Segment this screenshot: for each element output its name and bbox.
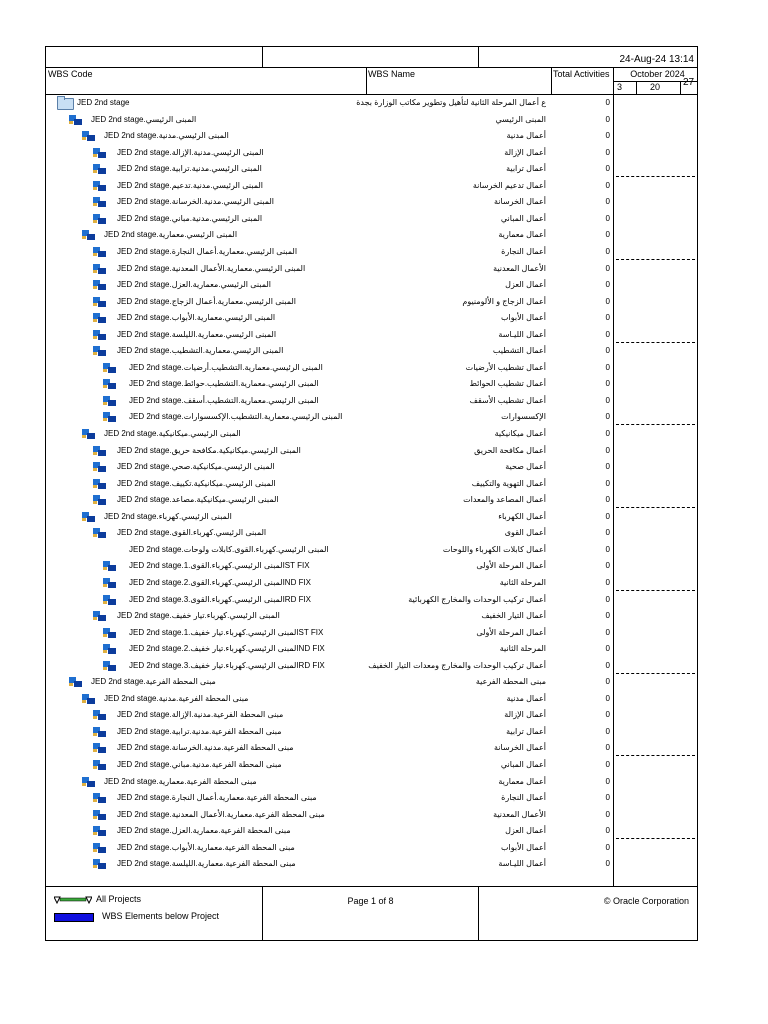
total-activities-cell: 0 <box>605 594 610 604</box>
table-row[interactable] <box>46 112 697 129</box>
wbs-node-icon <box>93 164 106 174</box>
wbs-name-cell: أعمال كابلات الكهرباء واللوحات <box>442 544 546 554</box>
wbs-name-cell: أعمال مكافحة الحريق <box>474 445 546 455</box>
wbs-node-icon <box>103 363 116 373</box>
table-row[interactable] <box>46 592 697 609</box>
page-number: Page 1 of 8 <box>347 896 394 906</box>
total-activities-cell: 0 <box>605 743 610 753</box>
total-activities-cell: 0 <box>605 462 610 472</box>
wbs-name-cell: أعمال المباني <box>500 760 546 769</box>
wbs-node-icon <box>93 826 106 836</box>
total-activities-cell: 0 <box>605 296 610 306</box>
wbs-node-icon <box>103 561 116 571</box>
table-row[interactable] <box>46 525 697 542</box>
total-activities-cell: 0 <box>605 131 610 141</box>
wbs-code-cell: JED 2nd stage.المبنى الرئيسي.مدنية.الخرسانة <box>117 197 274 207</box>
wbs-node-icon <box>93 330 106 340</box>
wbs-node-icon <box>93 446 106 456</box>
wbs-node-icon <box>69 677 82 687</box>
wbs-name-cell: أعمال الكهرباء <box>498 511 546 521</box>
wbs-name-cell: أعمال مدنية <box>506 693 546 703</box>
wbs-code-cell: JED 2nd stage.المبنى الرئيسي.معمارية.أعمال الزجاج <box>117 296 296 306</box>
table-row[interactable] <box>46 211 697 228</box>
wbs-name-cell: أعمال التيار الخفيف <box>481 611 546 621</box>
project-folder-icon <box>57 98 74 110</box>
total-activities-cell: 0 <box>605 379 610 389</box>
total-activities-cell: 0 <box>605 577 610 587</box>
total-activities-cell: 0 <box>605 528 610 538</box>
table-row[interactable] <box>46 492 697 509</box>
wbs-node-icon <box>82 512 95 522</box>
wbs-code-header: WBS Code <box>48 69 93 79</box>
table-row[interactable] <box>46 343 697 360</box>
report-page <box>45 46 698 941</box>
wbs-code-cell: JED 2nd stage.المبنى الرئيسي.معمارية.الأعمال المعدنية <box>117 263 306 273</box>
wbs-node-icon <box>93 793 106 803</box>
wbs-name-cell: أعمال صحية <box>505 462 546 472</box>
table-row[interactable] <box>46 658 697 675</box>
wbs-name-cell: أعمال الإزالة <box>504 147 546 157</box>
wbs-code-cell: JED 2nd stage.مبنى المحطة الفرعية.معمارية.أعمال النجارة <box>117 793 317 803</box>
wbs-name-cell: أعمال تشطيب الحوائط <box>469 379 546 389</box>
wbs-code-cell: JED 2nd stage.المبنى الرئيسي.معمارية.التشطيب.أرضيات <box>129 362 323 372</box>
total-activities-cell: 0 <box>605 147 610 157</box>
wbs-code-cell: JED 2nd stage.المبنى الرئيسي.كهرباء.القوى.2ND FIX <box>129 577 312 587</box>
wbs-name-cell: المرحلة الثانية <box>499 577 546 587</box>
legend-wbs-elements-label: WBS Elements below Project <box>102 911 220 921</box>
header-blank-cell-2 <box>263 47 479 67</box>
column-divider <box>551 68 552 94</box>
wbs-node-icon <box>82 230 95 240</box>
wbs-node-icon <box>93 479 106 489</box>
wbs-node-icon <box>93 859 106 869</box>
column-header-row <box>46 68 697 95</box>
total-activities-cell: 0 <box>605 627 610 637</box>
wbs-code-cell: JED 2nd stage.المبنى الرئيسي.مدنية.ترابية <box>117 164 262 174</box>
wbs-node-icon <box>93 710 106 720</box>
table-row[interactable] <box>46 443 697 460</box>
wbs-code-cell: JED 2nd stage.المبنى الرئيسي.كهرباء.القوى <box>117 528 267 538</box>
wbs-code-cell: JED 2nd stage.مبنى المحطة الفرعية.مدنية <box>104 693 249 703</box>
wbs-node-icon <box>103 661 116 671</box>
wbs-name-cell: أعمال المباني <box>500 213 546 223</box>
wbs-node-icon <box>93 214 106 224</box>
wbs-name-cell: أعمال ترابية <box>506 164 546 174</box>
table-row[interactable] <box>46 227 697 244</box>
wbs-name-cell: أعمال مدنية <box>506 131 546 141</box>
wbs-code-cell: JED 2nd stage.المبنى الرئيسي.كهرباء.تيار خفيف.2ND FIX <box>129 644 325 654</box>
wbs-node-icon <box>93 528 106 538</box>
wbs-name-cell: أعمال التشطيب <box>492 346 546 356</box>
table-row[interactable] <box>46 409 697 426</box>
total-activities-cell: 0 <box>605 263 610 273</box>
wbs-code-cell: JED 2nd stage.مبنى المحطة الفرعية.معمارية.الأبواب <box>117 842 295 852</box>
table-row[interactable] <box>46 674 697 691</box>
timescale-tick <box>636 81 637 94</box>
table-row[interactable] <box>46 360 697 377</box>
table-row[interactable] <box>46 856 697 873</box>
wbs-name-cell: أعمال التهوية والتكييف <box>471 478 546 488</box>
wbs-code-cell: JED 2nd stage.المبنى الرئيسي.معمارية.التشطيب.الإكسسوارات <box>129 412 343 422</box>
wbs-bar-legend-icon <box>54 913 94 922</box>
total-activities-cell: 0 <box>605 826 610 836</box>
wbs-code-cell: JED 2nd stage.المبنى الرئيسي.مدنية.تدعيم <box>117 180 264 190</box>
total-activities-cell: 0 <box>605 164 610 174</box>
wbs-name-cell: أعمال تدعيم الخرسانة <box>472 180 546 190</box>
total-activities-cell: 0 <box>605 760 610 769</box>
table-row[interactable] <box>46 774 697 791</box>
wbs-node-icon <box>103 396 116 406</box>
wbs-code-cell: JED 2nd stage.المبنى الرئيسي.مدنية.مباني <box>117 213 263 223</box>
wbs-name-cell: أعمال العزل <box>505 280 546 290</box>
wbs-name-cell: أعمال العزل <box>505 826 546 836</box>
wbs-code-cell: JED 2nd stage.مبنى المحطة الفرعية.مدنية.ترابية <box>117 726 282 736</box>
wbs-name-header: WBS Name <box>368 69 416 79</box>
wbs-name-cell: أعمال ترابية <box>506 726 546 736</box>
total-activities-cell: 0 <box>605 611 610 621</box>
table-row[interactable] <box>46 724 697 741</box>
timescale-day: 20 <box>650 82 661 92</box>
table-row[interactable] <box>46 294 697 311</box>
total-activities-cell: 0 <box>605 776 610 786</box>
wbs-name-cell: الأعمال المعدنية <box>493 263 546 273</box>
total-activities-cell: 0 <box>605 280 610 290</box>
total-activities-cell: 0 <box>605 726 610 736</box>
wbs-name-cell: أعمال معمارية <box>498 776 546 786</box>
table-row[interactable] <box>46 95 697 112</box>
page-number-cell <box>263 887 479 940</box>
wbs-node-icon <box>93 148 106 158</box>
wbs-code-cell: JED 2nd stage.المبنى الرئيسي.كهرباء.تيار خفيف.3RD FIX <box>129 660 325 670</box>
total-activities-cell: 0 <box>605 793 610 803</box>
total-activities-cell: 0 <box>605 859 610 869</box>
wbs-name-cell: المرحلة الثانية <box>499 644 546 654</box>
timescale-tick <box>680 81 681 94</box>
table-row[interactable] <box>46 641 697 658</box>
total-activities-cell: 0 <box>605 644 610 654</box>
wbs-node-icon <box>103 578 116 588</box>
wbs-code-cell: JED 2nd stage.مبنى المحطة الفرعية.مدنية.الإزالة <box>117 710 284 720</box>
column-divider <box>366 68 367 94</box>
total-activities-cell: 0 <box>605 180 610 190</box>
wbs-node-icon <box>103 595 116 605</box>
total-activities-cell: 0 <box>605 412 610 422</box>
total-activities-cell: 0 <box>605 693 610 703</box>
total-activities-cell: 0 <box>605 511 610 521</box>
total-activities-cell: 0 <box>605 809 610 819</box>
wbs-node-icon <box>93 181 106 191</box>
wbs-code-cell: JED 2nd stage.المبنى الرئيسي.معمارية.العزل <box>117 280 272 290</box>
wbs-node-icon <box>93 264 106 274</box>
wbs-name-cell: الإكسسوارات <box>501 412 546 422</box>
wbs-node-icon <box>82 694 95 704</box>
wbs-name-cell: أعمال النجارة <box>501 246 546 256</box>
total-activities-cell: 0 <box>605 114 610 124</box>
wbs-code-cell: JED 2nd stage.مبنى المحطة الفرعية.مدنية.مباني <box>117 760 282 769</box>
wbs-code-cell: JED 2nd stage.المبنى الرئيسي.معمارية.الليلسة <box>117 329 277 339</box>
total-activities-cell: 0 <box>605 561 610 571</box>
wbs-name-cell: أعمال القوى <box>504 528 546 538</box>
wbs-node-icon <box>93 462 106 472</box>
wbs-node-icon <box>93 313 106 323</box>
table-row[interactable] <box>46 575 697 592</box>
wbs-node-icon <box>82 131 95 141</box>
header-blank-cell-3 <box>479 47 612 67</box>
wbs-code-cell: JED 2nd stage.مبنى المحطة الفرعية.مدنية.الخرسانة <box>117 743 294 753</box>
wbs-node-icon <box>103 644 116 654</box>
timescale-month: October 2024 <box>630 69 685 79</box>
wbs-node-icon <box>93 346 106 356</box>
table-row[interactable] <box>46 509 697 526</box>
wbs-code-cell: JED 2nd stage.المبنى الرئيسي.كهرباء.تيار خفيف <box>117 611 280 621</box>
wbs-node-icon <box>93 743 106 753</box>
total-activities-cell: 0 <box>605 544 610 554</box>
wbs-code-cell: JED 2nd stage.المبنى الرئيسي.كهرباء.القوى.1ST FIX <box>129 561 310 571</box>
total-activities-cell: 0 <box>605 313 610 323</box>
total-activities-cell: 0 <box>605 213 610 223</box>
table-row[interactable] <box>46 823 697 840</box>
total-activities-cell: 0 <box>605 429 610 438</box>
wbs-code-cell: JED 2nd stage.المبنى الرئيسي.مدنية <box>104 131 229 141</box>
wbs-code-cell: JED 2nd stage.المبنى الرئيسي <box>91 114 197 124</box>
table-row[interactable] <box>46 840 697 857</box>
wbs-name-cell: أعمال تشطيب الأرضيات <box>465 362 546 372</box>
report-header-top <box>46 47 697 68</box>
table-row[interactable] <box>46 807 697 824</box>
total-activities-cell: 0 <box>605 98 610 107</box>
wbs-name-cell: أعمال الأبواب <box>501 313 546 323</box>
wbs-code-cell: JED 2nd stage.مبنى المحطة الفرعية.معمارية <box>104 776 257 786</box>
wbs-name-cell: أعمال الخرسانة <box>494 743 546 753</box>
table-row[interactable] <box>46 459 697 476</box>
wbs-code-cell: JED 2nd stage.مبنى المحطة الفرعية.معمارية.العزل <box>117 826 291 836</box>
wbs-node-icon <box>103 412 116 422</box>
wbs-name-cell: أعمال تركيب الوحدات والمخارج ومعدات التيار الخفيف <box>368 660 546 670</box>
total-activities-cell: 0 <box>605 495 610 505</box>
wbs-code-cell: JED 2nd stage.المبنى الرئيسي.ميكانيكية.صحي <box>117 462 275 472</box>
wbs-name-cell: أعمال الليـاسة <box>498 329 546 339</box>
total-activities-cell: 0 <box>605 395 610 405</box>
wbs-name-cell: أعمال الليـاسة <box>498 859 546 869</box>
table-row[interactable] <box>46 426 697 443</box>
wbs-code-cell: JED 2nd stage.المبنى الرئيسي.معمارية.الأبواب <box>117 313 276 323</box>
wbs-code-cell: JED 2nd stage.المبنى الرئيسي.كهرباء <box>104 511 232 521</box>
wbs-table-body <box>46 95 697 887</box>
table-row[interactable] <box>46 476 697 493</box>
wbs-node-icon <box>82 777 95 787</box>
total-activities-cell: 0 <box>605 230 610 240</box>
wbs-node-icon <box>103 379 116 389</box>
wbs-name-cell: المبنى الرئيسي <box>495 114 546 124</box>
wbs-node-icon <box>93 727 106 737</box>
wbs-code-cell: JED 2nd stage <box>77 98 130 107</box>
wbs-code-cell: JED 2nd stage.المبنى الرئيسي.كهرباء.القوى.3RD FIX <box>129 594 312 604</box>
table-row[interactable] <box>46 310 697 327</box>
total-activities-header: Total Activities <box>553 69 610 79</box>
wbs-node-icon <box>82 429 95 439</box>
wbs-code-cell: JED 2nd stage.المبنى الرئيسي.مدنية.الإزالة <box>117 147 264 157</box>
table-row[interactable] <box>46 691 697 708</box>
table-row[interactable] <box>46 277 697 294</box>
table-row[interactable] <box>46 145 697 162</box>
wbs-code-cell: JED 2nd stage.مبنى المحطة الفرعية.معمارية.الأعمال المعدنية <box>117 809 325 819</box>
wbs-name-cell: أعمال المرحلة الأولى <box>476 561 546 571</box>
wbs-code-cell: JED 2nd stage.المبنى الرئيسي.ميكانيكية.تكييف <box>117 478 276 488</box>
legend <box>46 887 263 940</box>
wbs-name-cell: أعمال تشطيب الأسقف <box>469 395 546 405</box>
timescale-day: 27 <box>683 77 695 88</box>
wbs-code-cell: JED 2nd stage.المبنى الرئيسي.معمارية <box>104 230 238 240</box>
wbs-code-cell: JED 2nd stage.المبنى الرئيسي.معمارية.التشطيب.أسقف <box>129 395 319 405</box>
report-date: 24-Aug-24 13:14 <box>619 54 694 65</box>
timescale-day: 3 <box>617 82 623 92</box>
table-row[interactable] <box>46 542 697 559</box>
wbs-code-cell: JED 2nd stage.مبنى المحطة الفرعية <box>91 677 216 687</box>
wbs-code-cell: JED 2nd stage.المبنى الرئيسي.معمارية.التشطيب <box>117 346 284 356</box>
wbs-node-icon <box>93 247 106 257</box>
table-row[interactable] <box>46 790 697 807</box>
wbs-name-cell: الأعمال المعدنية <box>493 809 546 819</box>
total-activities-cell: 0 <box>605 346 610 356</box>
total-activities-cell: 0 <box>605 677 610 687</box>
wbs-code-cell: JED 2nd stage.المبنى الرئيسي.كهرباء.القوى.كابلات ولوحات <box>129 544 329 554</box>
wbs-name-cell: أعمال الخرسانة <box>494 197 546 207</box>
wbs-name-cell: ع أعمال المرحلة الثانية لتأهيل وتطوير مكاتب الوزارة بجدة <box>356 98 546 107</box>
wbs-node-icon <box>93 843 106 853</box>
total-activities-cell: 0 <box>605 445 610 455</box>
project-bar-legend-icon <box>54 896 92 906</box>
total-activities-cell: 0 <box>605 660 610 670</box>
wbs-node-icon <box>93 280 106 290</box>
wbs-node-icon <box>93 810 106 820</box>
wbs-name-cell: أعمال الأبواب <box>501 842 546 852</box>
table-row[interactable] <box>46 625 697 642</box>
wbs-node-icon <box>93 495 106 505</box>
table-row[interactable] <box>46 707 697 724</box>
wbs-node-icon <box>69 115 82 125</box>
wbs-name-cell: أعمال معمارية <box>498 230 546 240</box>
wbs-code-cell: JED 2nd stage.المبنى الرئيسي.كهرباء.تيار خفيف.1ST FIX <box>129 627 324 637</box>
wbs-name-cell: أعمال المصاعد والمعدات <box>463 495 546 505</box>
table-row[interactable] <box>46 740 697 757</box>
total-activities-cell: 0 <box>605 197 610 207</box>
table-row[interactable] <box>46 558 697 575</box>
table-row[interactable] <box>46 327 697 344</box>
table-row[interactable] <box>46 128 697 145</box>
table-row[interactable] <box>46 376 697 393</box>
total-activities-cell: 0 <box>605 362 610 372</box>
wbs-name-cell: أعمال ميكانيكية <box>494 429 546 438</box>
table-row[interactable] <box>46 393 697 410</box>
wbs-name-cell: أعمال الزجاج و الألومنيوم <box>462 296 546 306</box>
wbs-code-cell: JED 2nd stage.المبنى الرئيسي.معمارية.أعمال النجارة <box>117 246 298 256</box>
wbs-node-icon <box>93 197 106 207</box>
table-row[interactable] <box>46 194 697 211</box>
wbs-code-cell: JED 2nd stage.مبنى المحطة الفرعية.معمارية.الليلسة <box>117 859 296 869</box>
legend-all-projects-label: All Projects <box>96 894 142 904</box>
table-row[interactable] <box>46 261 697 278</box>
wbs-name-cell: أعمال المرحلة الأولى <box>476 627 546 637</box>
table-row[interactable] <box>46 608 697 625</box>
wbs-name-cell: أعمال الإزالة <box>504 710 546 720</box>
wbs-node-icon <box>93 297 106 307</box>
total-activities-cell: 0 <box>605 710 610 720</box>
table-row[interactable] <box>46 757 697 774</box>
table-row[interactable] <box>46 244 697 261</box>
wbs-name-cell: أعمال النجارة <box>501 793 546 803</box>
total-activities-cell: 0 <box>605 246 610 256</box>
total-activities-cell: 0 <box>605 329 610 339</box>
copyright: © Oracle Corporation <box>603 896 689 906</box>
wbs-node-icon <box>103 628 116 638</box>
total-activities-cell: 0 <box>605 842 610 852</box>
report-footer <box>46 887 697 940</box>
wbs-code-cell: JED 2nd stage.المبنى الرئيسي.ميكانيكية.مكافحة حريق <box>117 445 301 455</box>
wbs-code-cell: JED 2nd stage.المبنى الرئيسي.ميكانيكية.مصاعد <box>117 495 279 505</box>
wbs-node-icon <box>93 760 106 770</box>
table-row[interactable] <box>46 161 697 178</box>
header-blank-cell-1 <box>46 47 263 67</box>
table-row[interactable] <box>46 178 697 195</box>
wbs-name-cell: أعمال تركيب الوحدات والمخارج الكهربائية <box>408 594 546 604</box>
wbs-code-cell: JED 2nd stage.المبنى الرئيسي.ميكانيكية <box>104 429 241 438</box>
wbs-name-cell: مبنى المحطة الفرعية <box>475 677 546 687</box>
total-activities-cell: 0 <box>605 478 610 488</box>
wbs-code-cell: JED 2nd stage.المبنى الرئيسي.معمارية.التشطيب.حوائط <box>129 379 319 389</box>
wbs-node-icon <box>93 611 106 621</box>
